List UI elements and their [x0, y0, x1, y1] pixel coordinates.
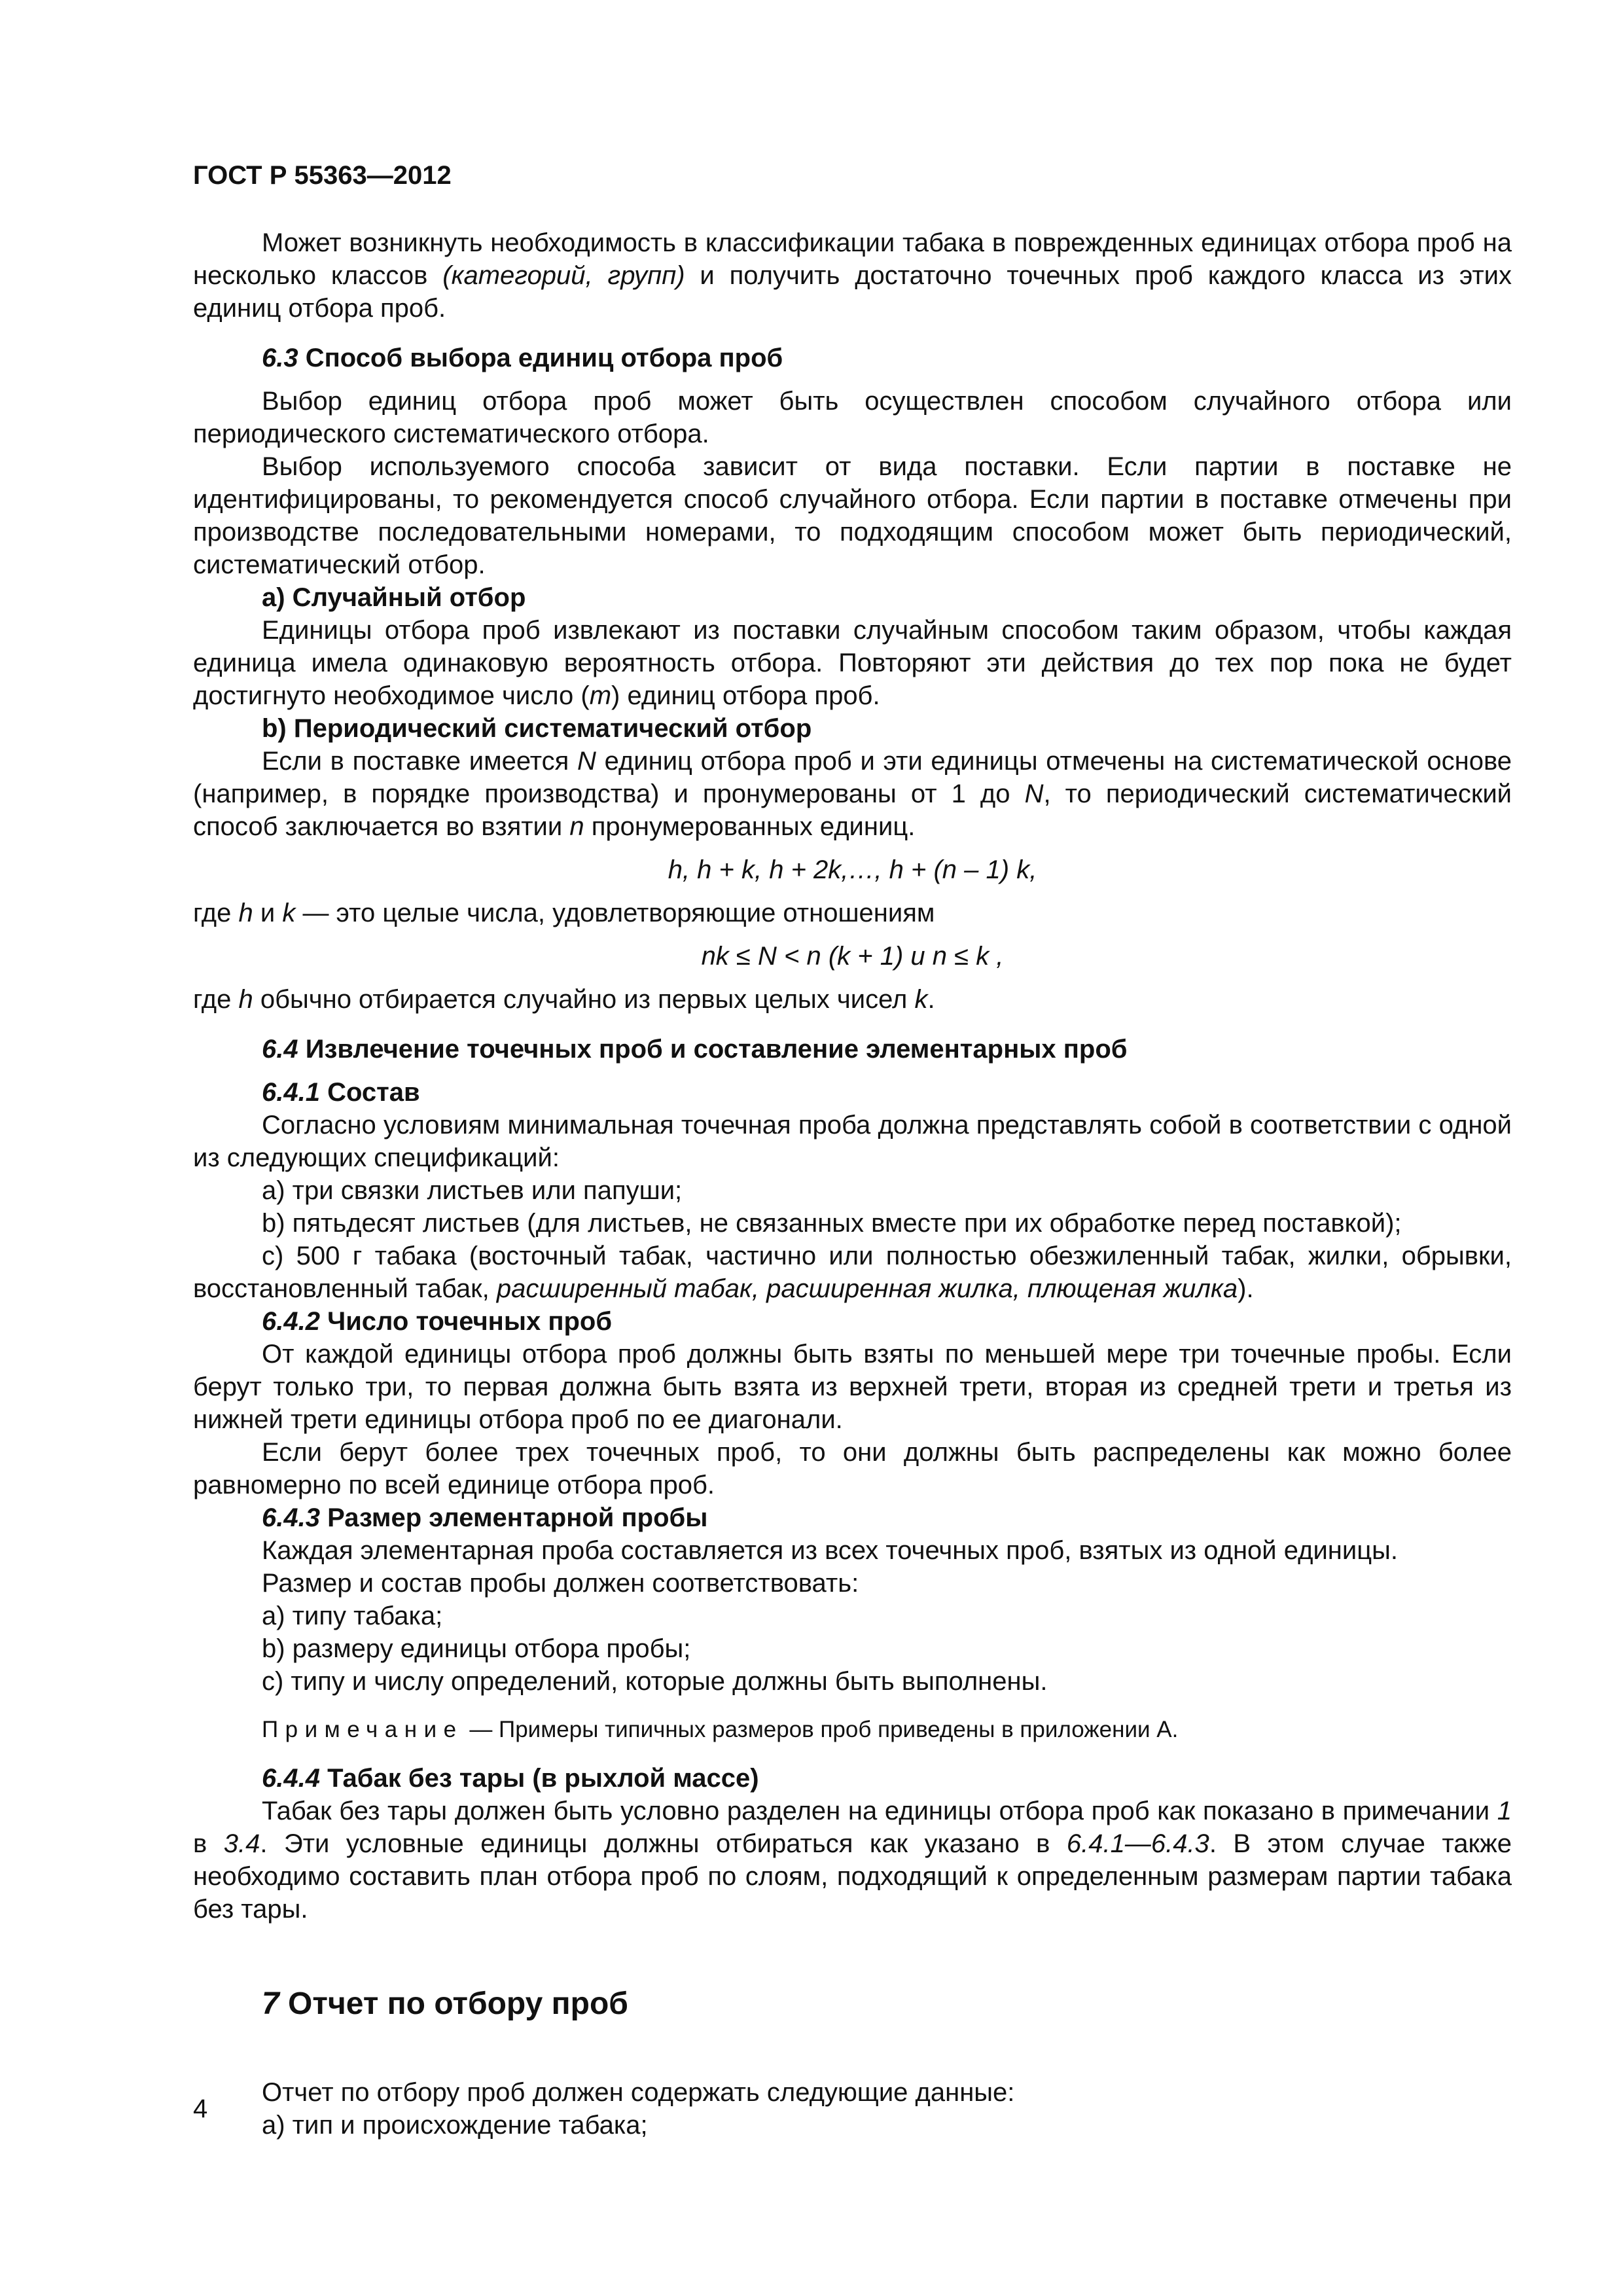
variable-k: k	[914, 985, 928, 1014]
section-number: 6.4.3	[262, 1503, 320, 1532]
document-header: ГОСТ Р 55363—2012	[193, 161, 452, 190]
text-run: Единицы отбора проб извлекают из поставки случайным способом таким образом, чтобы каждая единица имела одинаковую вероятность отбора. Повторяют эти действия до тех пор пока не будет достигнуто необходимое число (	[193, 616, 1512, 710]
text-run: .	[927, 985, 935, 1014]
text-run: ) единиц отбора проб.	[611, 681, 880, 710]
text-run: обычно отбирается случайно из первых целых чисел	[253, 985, 915, 1014]
formula-inequality: nk ≤ N < n (k + 1) и n ≤ k ,	[701, 942, 1004, 971]
page-body	[193, 226, 1512, 2142]
italic-run: 6.4.1—6.4.3	[1066, 1829, 1209, 1858]
text-run: единиц отбора проб и эти единицы отмечены на систематической основе (например, в порядке производства) и пронумерованы от 1 до	[193, 747, 1512, 808]
heading-section-7	[193, 1984, 1512, 2024]
paragraph-random-selection	[193, 614, 1512, 712]
variable-N: N	[1024, 780, 1044, 808]
paragraph-composition: Согласно условиям минимальная точечная проба должна представлять собой в соответствии с одной из следующих спецификаций:	[193, 1111, 1512, 1172]
text-run: Табак без тары должен быть условно разделен на единицы отбора проб как показано в примечании	[262, 1797, 1497, 1825]
section-title: Извлечение точечных проб и составление элементарных проб	[305, 1035, 1128, 1064]
heading-6-3	[193, 342, 1512, 374]
section-title: Состав	[327, 1078, 420, 1107]
paragraph-report-contents: Отчет по отбору проб должен содержать следующие данные:	[262, 2078, 1015, 2107]
list-item: a) три связки листьев или папуши;	[262, 1176, 683, 1205]
heading-random-selection: a) Случайный отбор	[262, 583, 526, 612]
paragraph-sample-size: Размер и состав пробы должен соответствовать:	[262, 1569, 859, 1598]
italic-run: 3.4	[223, 1829, 260, 1858]
text-run: c) 500 г табака (восточный табак, частично или полностью обезжиленный табак, жилки, обрывки, восстановленный табак,	[193, 1242, 1512, 1303]
variable-m: m	[589, 681, 612, 710]
list-item: b) пятьдесят листьев (для листьев, не связанных вместе при их обработке перед поставкой);	[262, 1209, 1402, 1238]
text-run: где	[193, 899, 239, 927]
list-item: a) типу табака;	[262, 1602, 443, 1630]
section-number: 7	[262, 1986, 279, 2021]
note-label: Примечание	[262, 1717, 463, 1742]
formula-sequence: h, h + k, h + 2k,…, h + (n – 1) k,	[668, 855, 1037, 884]
paragraph-where-h-k	[193, 897, 1512, 929]
section-number: 6.4	[262, 1035, 298, 1064]
paragraph-elementary-sample: Каждая элементарная проба составляется из всех точечных проб, взятых из одной единицы.	[262, 1536, 1398, 1565]
list-item: a) тип и происхождение табака;	[262, 2111, 648, 2140]
text-run: . Эти условные единицы должны отбираться как указано в	[260, 1829, 1067, 1858]
section-number: 6.3	[262, 344, 298, 372]
section-number: 6.4.1	[262, 1078, 320, 1107]
text-run: , то периодический систематический способ заключается во взятии	[193, 780, 1512, 841]
heading-6-4	[193, 1033, 1512, 1066]
italic-run: (категорий, групп)	[442, 261, 685, 290]
text-run: в	[193, 1829, 224, 1858]
text-run: — это целые числа, удовлетворяющие отношениям	[295, 899, 935, 927]
text-run: где	[193, 985, 239, 1014]
paragraph-method-choice: Выбор используемого способа зависит от вида поставки. Если партии в поставке не идентифицированы, то рекомендуется способ случайного отбора. Если партии в поставке отмечены при производстве последовательными номерами, то подходящим способом может быть периодический, систематический отбор.	[193, 452, 1512, 579]
text-run: ).	[1238, 1274, 1254, 1303]
text-run: и	[253, 899, 283, 927]
section-title: Размер элементарной пробы	[327, 1503, 708, 1532]
variable-h: h	[238, 899, 253, 927]
paragraph-number-of-samples: От каждой единицы отбора проб должны быть взяты по меньшей мере три точечные пробы. Если берут только три, то первая должна быть взята из верхней трети, вторая из средней трети и третья из нижней трети единицы отбора проб по ее диагонали.	[193, 1340, 1512, 1434]
section-number: 6.4.2	[262, 1307, 320, 1336]
text-run: пронумерованных единиц.	[584, 812, 916, 841]
italic-run: 1	[1497, 1797, 1512, 1825]
list-item: c) типу и числу определений, которые должны быть выполнены.	[262, 1667, 1048, 1696]
paragraph-selection-methods: Выбор единиц отбора проб может быть осуществлен способом случайного отбора или периодического систематического отбора.	[193, 387, 1512, 448]
section-title: Табак без тары (в рыхлой массе)	[327, 1764, 759, 1793]
page-number: 4	[193, 2094, 208, 2123]
paragraph-bulk-tobacco	[193, 1795, 1512, 1926]
heading-6-4-4	[193, 1762, 1512, 1795]
paragraph-periodic-selection	[193, 745, 1512, 843]
paragraph-distribution: Если берут более трех точечных проб, то они должны быть распределены как можно более равномерно по всей единице отбора проб.	[193, 1438, 1512, 1499]
text-run: Если в поставке имеется	[262, 747, 577, 776]
note-text: — Примеры типичных размеров проб приведены в приложении А.	[463, 1717, 1179, 1742]
note	[193, 1715, 1512, 1745]
heading-6-4-1	[193, 1076, 1512, 1109]
section-title: Способ выбора единиц отбора проб	[305, 344, 783, 372]
text-run: и получить достаточно точечных проб каждого класса из этих единиц отбора проб.	[193, 261, 1512, 323]
section-title: Число точечных проб	[327, 1307, 613, 1336]
section-title: Отчет по отбору проб	[288, 1986, 628, 2021]
text-run: . В этом случае также необходимо составить план отбора проб по слоям, подходящий к определенным размерам партии табака без тары.	[193, 1829, 1512, 1924]
italic-run: расширенный табак, расширенная жилка, плющеная жилка	[496, 1274, 1238, 1303]
list-item	[193, 1240, 1512, 1305]
paragraph-classification	[193, 226, 1512, 325]
heading-6-4-2	[193, 1305, 1512, 1338]
variable-k: k	[282, 899, 296, 927]
variable-N: N	[577, 747, 596, 776]
section-number: 6.4.4	[262, 1764, 320, 1793]
heading-periodic-selection: b) Периодический систематический отбор	[262, 714, 812, 743]
paragraph-where-h	[193, 983, 1512, 1016]
variable-h: h	[238, 985, 253, 1014]
heading-6-4-3	[193, 1501, 1512, 1534]
list-item: b) размеру единицы отбора пробы;	[262, 1634, 691, 1663]
text-run: Может возникнуть необходимость в классификации табака в поврежденных единицах отбора проб на несколько классов	[193, 228, 1512, 290]
variable-n: n	[569, 812, 584, 841]
